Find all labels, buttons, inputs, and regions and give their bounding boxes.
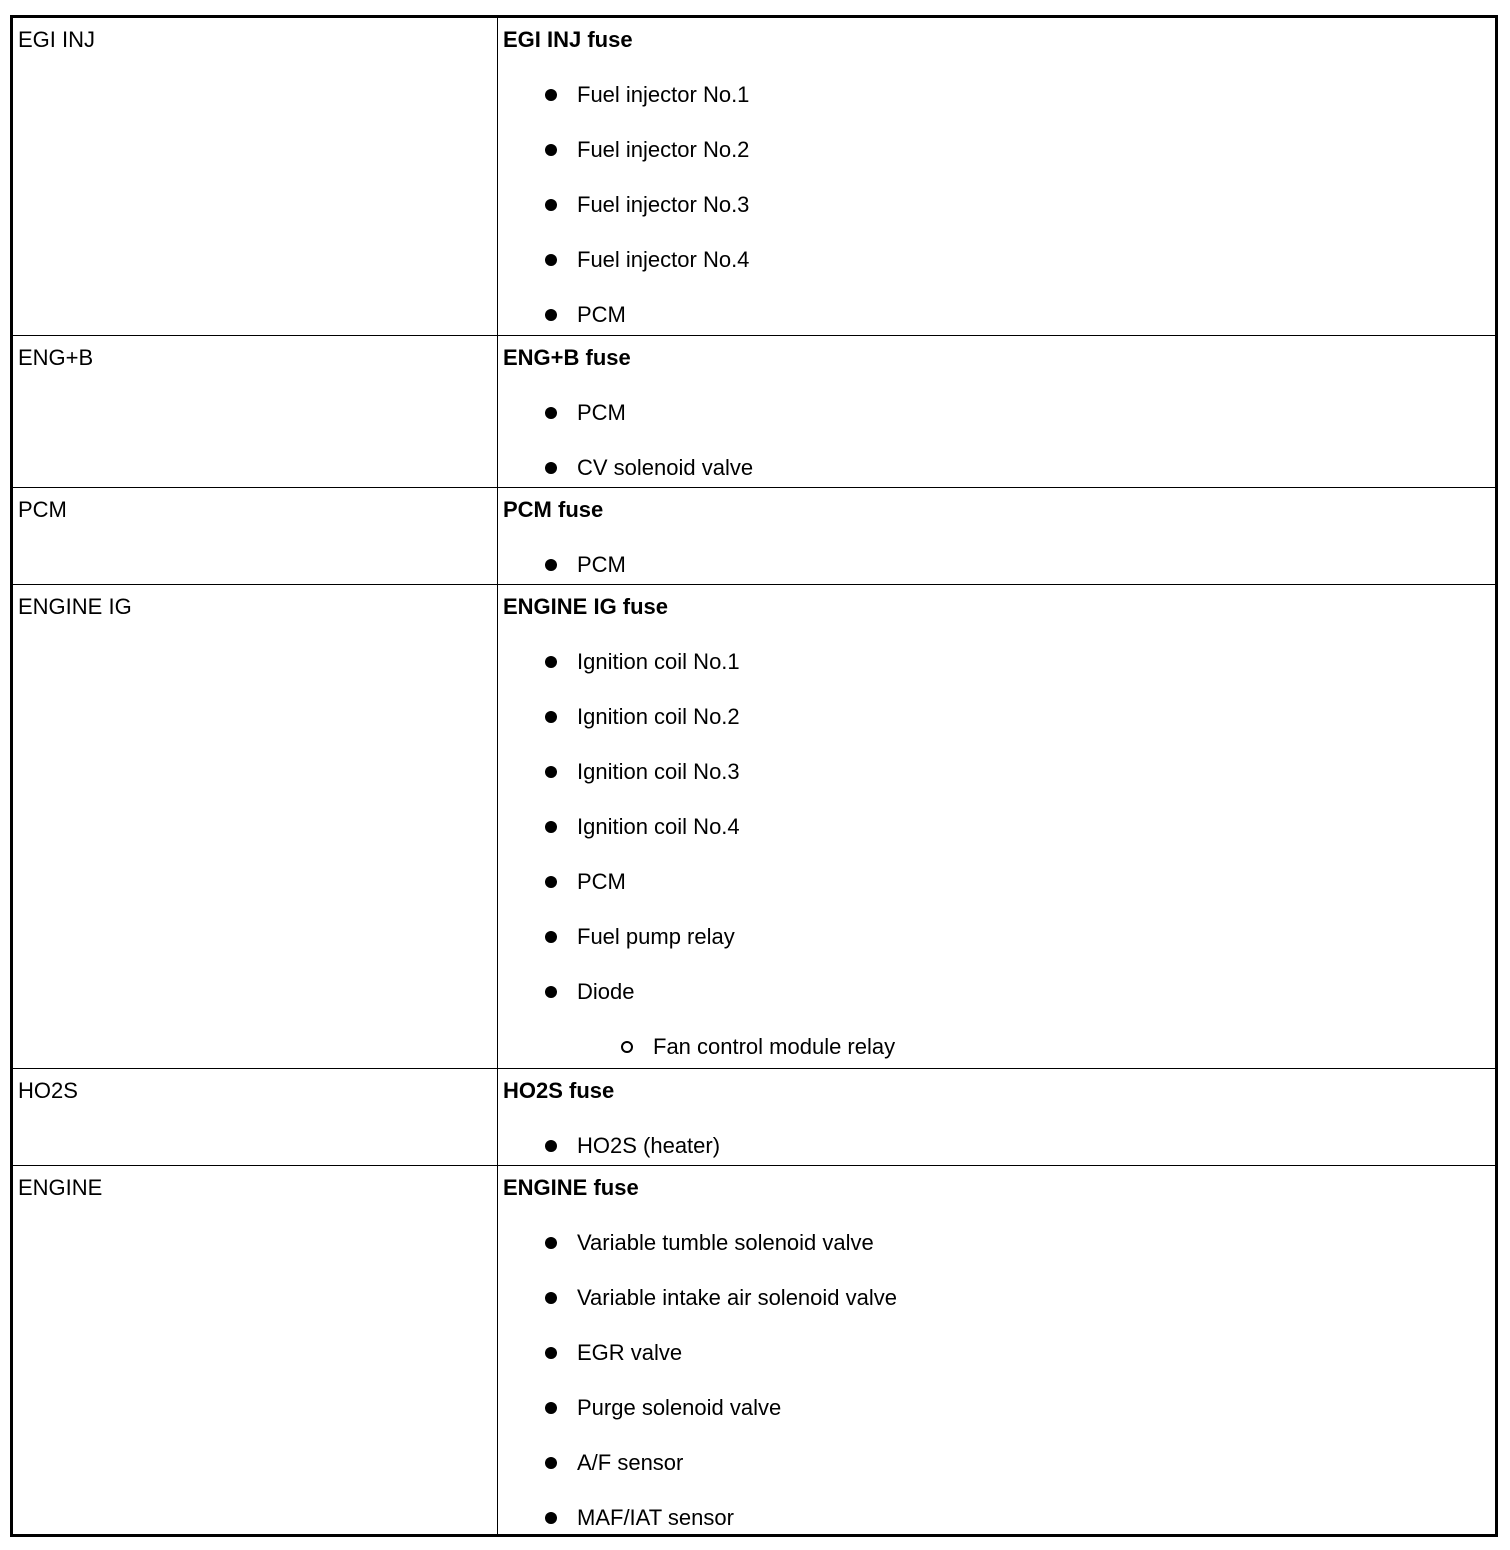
item-label: EGR valve bbox=[577, 1340, 683, 1365]
hollow-bullet-icon bbox=[621, 1041, 633, 1053]
bullet-icon bbox=[545, 1292, 557, 1304]
column-divider bbox=[497, 336, 498, 487]
bullet-icon bbox=[545, 711, 557, 723]
bullet-icon bbox=[545, 309, 557, 321]
item-label: Fuel pump relay bbox=[577, 924, 735, 949]
fuse-title: ENGINE IG fuse bbox=[503, 594, 669, 619]
bullet-icon bbox=[545, 1237, 557, 1249]
item-label: Fuel injector No.3 bbox=[577, 192, 750, 217]
fuse-title: HO2S fuse bbox=[503, 1078, 615, 1103]
table-row bbox=[13, 584, 1495, 1068]
item-label: Ignition coil No.4 bbox=[577, 814, 740, 839]
item-label: Fan control module relay bbox=[653, 1034, 896, 1059]
bullet-icon bbox=[545, 1347, 557, 1359]
column-divider bbox=[497, 18, 498, 335]
fuse-name: PCM bbox=[18, 497, 67, 522]
item-label: Ignition coil No.2 bbox=[577, 704, 740, 729]
item-label: PCM bbox=[577, 302, 626, 327]
item-label: Diode bbox=[577, 979, 635, 1004]
item-label: Fuel injector No.1 bbox=[577, 82, 750, 107]
bullet-icon bbox=[545, 821, 557, 833]
item-label: Ignition coil No.1 bbox=[577, 649, 740, 674]
item-label: Purge solenoid valve bbox=[577, 1395, 782, 1420]
table-row bbox=[13, 1068, 1495, 1165]
bullet-icon bbox=[545, 254, 557, 266]
table-row bbox=[13, 335, 1495, 487]
bullet-icon bbox=[545, 1140, 557, 1152]
bullet-icon bbox=[545, 407, 557, 419]
bullet-icon bbox=[545, 1457, 557, 1469]
item-label: CV solenoid valve bbox=[577, 455, 754, 480]
bullet-icon bbox=[545, 766, 557, 778]
column-divider bbox=[497, 488, 498, 584]
column-divider bbox=[497, 1069, 498, 1165]
item-label: A/F sensor bbox=[577, 1450, 684, 1475]
item-label: PCM bbox=[577, 869, 626, 894]
bullet-icon bbox=[545, 462, 557, 474]
bullet-icon bbox=[545, 144, 557, 156]
bullet-icon bbox=[545, 1402, 557, 1414]
item-label: Variable intake air solenoid valve bbox=[577, 1285, 897, 1310]
bullet-icon bbox=[545, 931, 557, 943]
fuse-title: ENG+B fuse bbox=[503, 345, 631, 370]
column-divider bbox=[497, 1166, 498, 1534]
table-row bbox=[13, 487, 1495, 584]
bullet-icon bbox=[545, 986, 557, 998]
item-label: PCM bbox=[577, 552, 626, 577]
bullet-icon bbox=[545, 1512, 557, 1524]
item-label: Fuel injector No.2 bbox=[577, 137, 750, 162]
bullet-icon bbox=[545, 559, 557, 571]
item-label: Variable tumble solenoid valve bbox=[577, 1230, 874, 1255]
bullet-icon bbox=[545, 199, 557, 211]
table-row bbox=[13, 1165, 1495, 1534]
item-label: Fuel injector No.4 bbox=[577, 247, 750, 272]
item-label: Ignition coil No.3 bbox=[577, 759, 740, 784]
fuse-name: HO2S bbox=[18, 1078, 78, 1103]
column-divider bbox=[497, 585, 498, 1068]
fuse-name: EGI INJ bbox=[18, 27, 96, 52]
fuse-title: ENGINE fuse bbox=[503, 1175, 639, 1200]
fuse-name: ENG+B bbox=[18, 345, 94, 370]
fuse-title: EGI INJ fuse bbox=[503, 27, 633, 52]
bullet-icon bbox=[545, 876, 557, 888]
fuse-name: ENGINE bbox=[18, 1175, 103, 1200]
fuse-title: PCM fuse bbox=[503, 497, 604, 522]
table-row bbox=[13, 18, 1495, 335]
bullet-icon bbox=[545, 89, 557, 101]
item-label: MAF/IAT sensor bbox=[577, 1505, 734, 1530]
fuse-table bbox=[10, 15, 1498, 1537]
item-label: PCM bbox=[577, 400, 626, 425]
item-label: HO2S (heater) bbox=[577, 1133, 721, 1158]
bullet-icon bbox=[545, 656, 557, 668]
fuse-name: ENGINE IG bbox=[18, 594, 132, 619]
